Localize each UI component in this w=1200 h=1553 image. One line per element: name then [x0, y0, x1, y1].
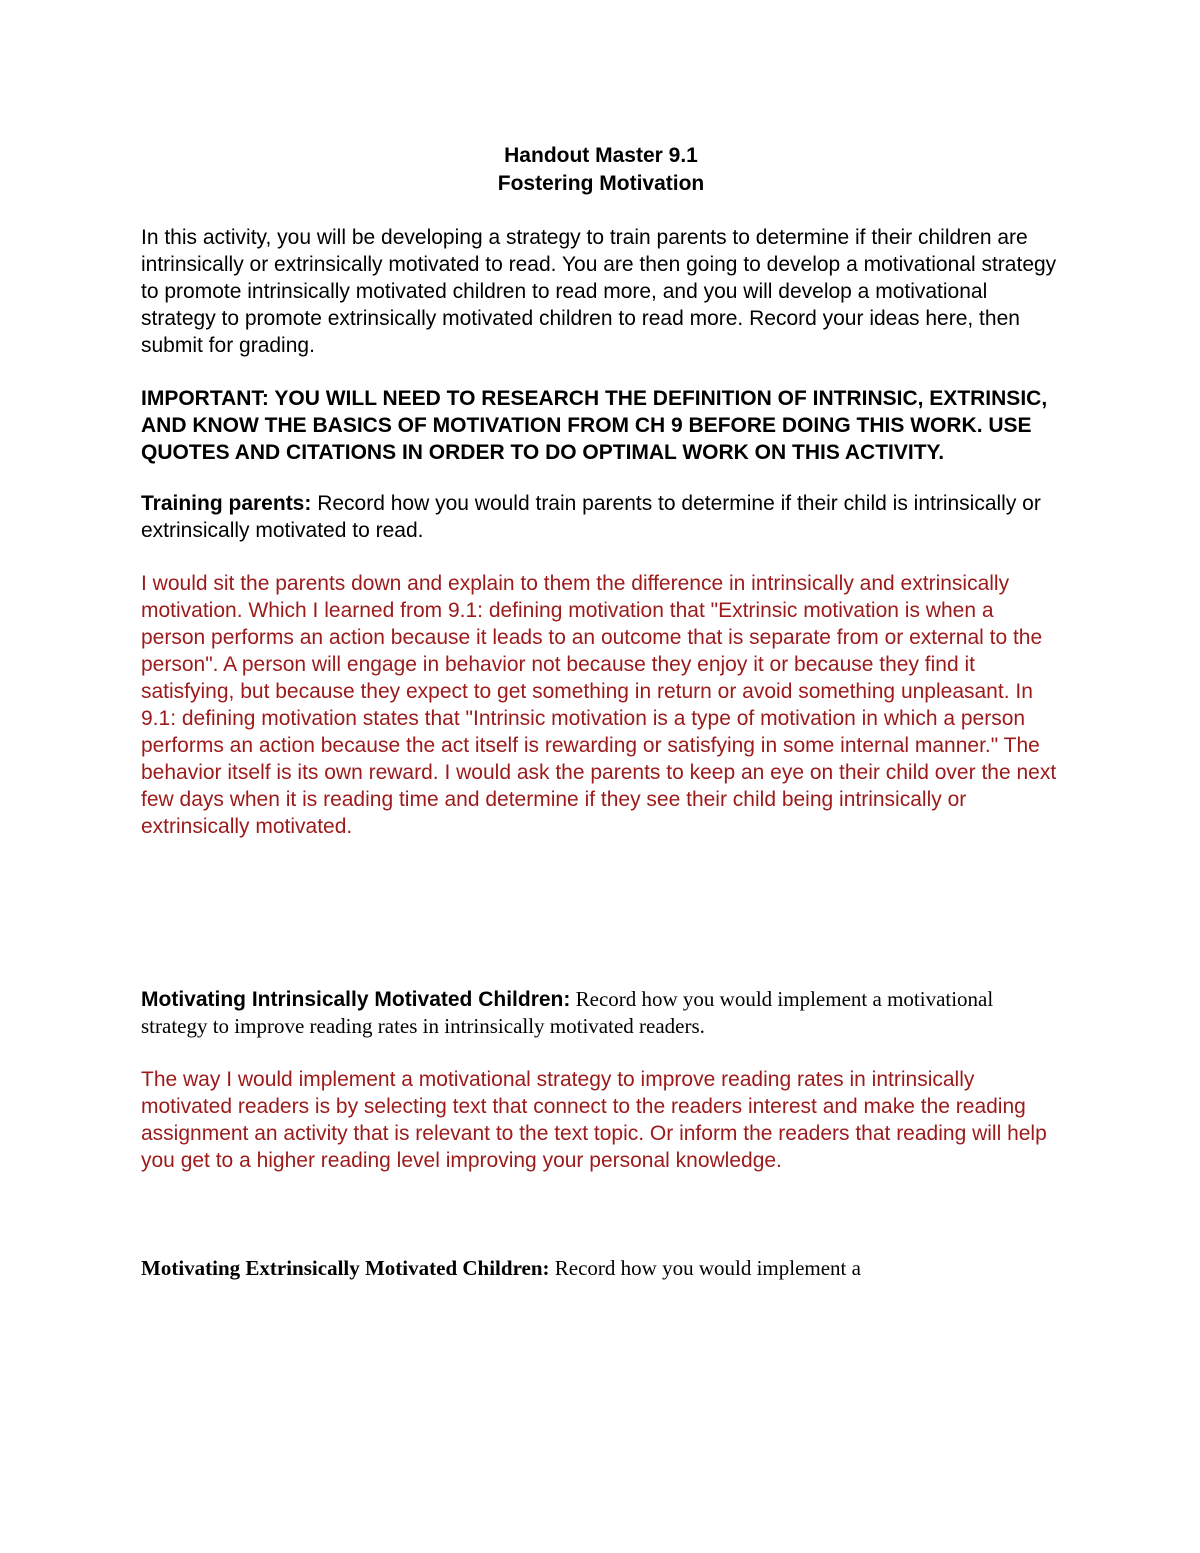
training-answer: I would sit the parents down and explain to them the difference in intrinsically and extrinsically motivation. Which I learned from 9.1: defining motivation that "Extrinsic motivation is when a person performs an action because it leads to an outcome that is separate from or external to the person". A person will engage in behavior not because they enjoy it or because they find it satisfying, but because they expect to get something in return or avoid something unpleasant. In 9.1: defining motivation states that "Intrinsic motivation is a type of motivation in which a person performs an action because the act itself is rewarding or satisfying in some internal manner." The behavior itself is its own reward. I would ask the parents to keep an eye on their child over the next few days when it is reading time and determine if they see their child being intrinsically or extrinsically motivated. — [141, 572, 1057, 838]
intrinsic-heading: Motivating Intrinsically Motivated Children: — [141, 988, 571, 1011]
intrinsic-section-prompt — [141, 986, 1061, 1040]
document-title: Handout Master 9.1 — [504, 144, 698, 167]
extrinsic-prompt: Record how you would implement a — [549, 1256, 861, 1280]
important-notice: IMPORTANT: YOU WILL NEED TO RESEARCH THE DEFINITION OF INTRINSIC, EXTRINSIC, AND KNOW THE BASICS OF MOTIVATION FROM CH 9 BEFORE DOING THIS WORK. USE QUOTES AND CITATIONS IN ORDER TO DO OPTIMAL WORK ON THIS ACTIVITY. — [141, 387, 1048, 464]
document-subtitle: Fostering Motivation — [497, 172, 705, 195]
intro-paragraph: In this activity, you will be developing a strategy to train parents to determine if their children are intrinsically or extrinsically motivated to read. You are then going to develop a motivational strategy to promote intrinsically motivated children to read more, and you will develop a motivational strategy to promote extrinsically motivated children to read more. Record your ideas here, then submit for grading. — [141, 226, 1057, 357]
document-content — [141, 142, 1061, 1282]
training-heading: Training parents: — [141, 492, 312, 515]
training-section-prompt — [141, 490, 1061, 544]
extrinsic-heading: Motivating Extrinsically Motivated Children: — [141, 1256, 550, 1280]
training-prompt: Record how you would train parents to determine if their child is intrinsically or extrinsically motivated to read. — [141, 492, 1041, 542]
extrinsic-section-prompt — [141, 1255, 1061, 1282]
intrinsic-answer: The way I would implement a motivational strategy to improve reading rates in intrinsically motivated readers is by selecting text that connect to the readers interest and make the reading assignment an activity that is relevant to the text topic. Or inform the readers that reading will help you get to a higher reading level improving your personal knowledge. — [141, 1068, 1047, 1172]
intrinsic-prompt: Record how you would implement a motivational strategy to improve reading rates in intrinsically motivated readers. — [141, 987, 994, 1038]
